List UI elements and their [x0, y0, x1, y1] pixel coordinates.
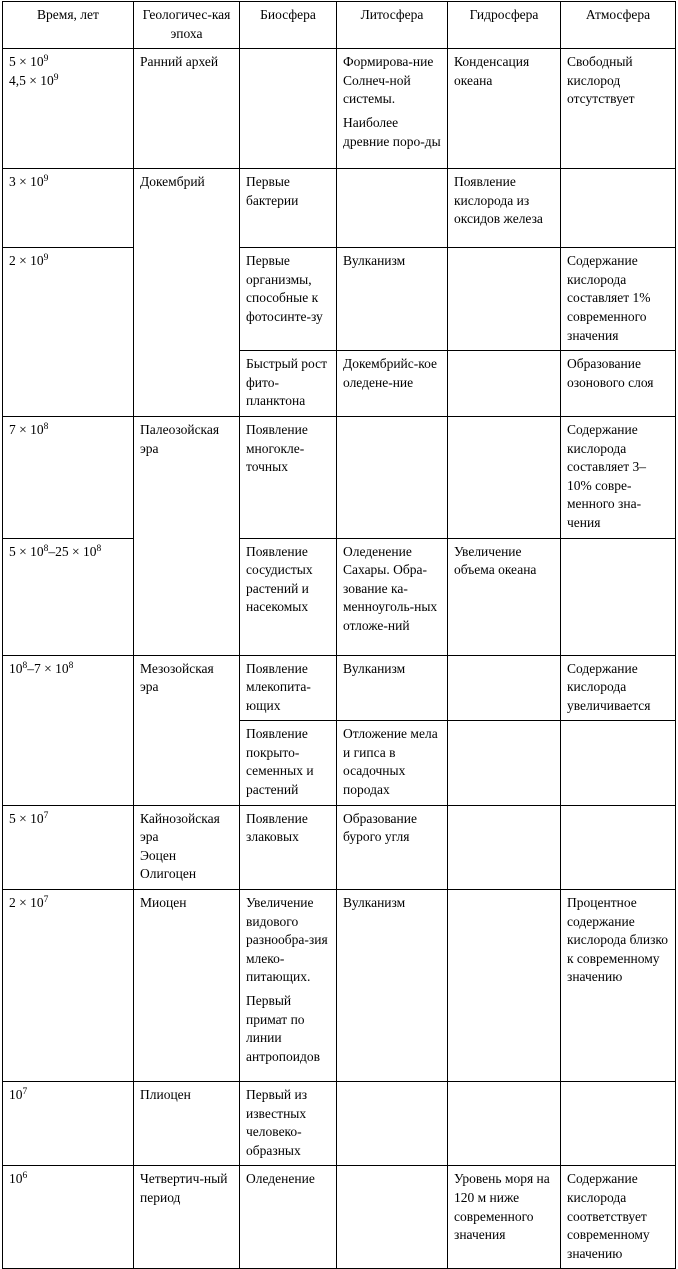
table-row — [3, 538, 676, 655]
epoch-cell: Докембрий — [134, 169, 240, 417]
biosphere-cell: Первый из известных человеко-образных — [240, 1082, 337, 1166]
lithosphere-cell: Вулканизм — [337, 655, 448, 721]
table-row — [3, 1082, 676, 1166]
time-cell: $10^8-7 \times 10^8$ — [3, 655, 134, 805]
epoch-cell: Кайнозойская эра Эоцен Олигоцен — [134, 805, 240, 889]
lithosphere-cell: Оледенение Сахары. Обра-зование ка-менноуголь-ных отложе-ний — [337, 538, 448, 655]
biosphere-cell: Быстрый рост фито-планктона — [240, 351, 337, 417]
lithosphere-cell — [337, 1166, 448, 1269]
biosphere-cell: Появление злаковых — [240, 805, 337, 889]
atmosphere-cell — [561, 538, 676, 655]
hydrosphere-cell — [448, 655, 561, 721]
hydrosphere-cell — [448, 1082, 561, 1166]
lithosphere-cell — [337, 169, 448, 248]
atmosphere-cell — [561, 805, 676, 889]
hydrosphere-cell — [448, 351, 561, 417]
lithosphere-cell: Вулканизм — [337, 248, 448, 351]
epoch-cell: Четвертич-ный период — [134, 1166, 240, 1269]
hydrosphere-cell: Конденсация океана — [448, 49, 561, 169]
hydrosphere-cell — [448, 416, 561, 538]
hydrosphere-cell: Уровень моря на 120 м ниже современного значения — [448, 1166, 561, 1269]
atmosphere-cell: Образование озонового слоя — [561, 351, 676, 417]
time-cell: $2 \times 10^9$ — [3, 248, 134, 417]
biosphere-cell: Первые организмы, способные к фотосинте-зу — [240, 248, 337, 351]
time-cell: $2 \times 10^7$ — [3, 890, 134, 1082]
header-row — [3, 2, 676, 49]
time-cell: $7 \times 10^8$ — [3, 416, 134, 538]
time-cell: $5 \times 10^7$ — [3, 805, 134, 889]
lithosphere-cell: Формирова-ние Солнеч-ной системы. Наиболее древние поро-ды — [337, 49, 448, 169]
table-row — [3, 655, 676, 721]
lithosphere-cell: Вулканизм — [337, 890, 448, 1082]
table-row — [3, 805, 676, 889]
time-cell: $5 \times 10^8-25 \times 10^8$ — [3, 538, 134, 655]
biosphere-cell: Оледенение — [240, 1166, 337, 1269]
lithosphere-cell: Отложение мела и гипса в осадочных породах — [337, 721, 448, 805]
epoch-cell: Мезозойская эра — [134, 655, 240, 805]
time-cell: $5 \times 10^9$ $4,5 \times 10^9$ — [3, 49, 134, 169]
biosphere-cell: Появление покрыто-семенных и растений — [240, 721, 337, 805]
table-row — [3, 169, 676, 248]
time-cell: $3 \times 10^9$ — [3, 169, 134, 248]
header-atmosphere: Атмосфера — [561, 2, 676, 49]
lithosphere-cell: Образование бурого угля — [337, 805, 448, 889]
biosphere-cell: Появление сосудистых растений и насекомых — [240, 538, 337, 655]
atmosphere-cell: Содержание кислорода увеличивается — [561, 655, 676, 721]
table-row — [3, 49, 676, 169]
table-row — [3, 890, 676, 1082]
atmosphere-cell: Свободный кислород отсутствует — [561, 49, 676, 169]
hydrosphere-cell — [448, 248, 561, 351]
header-epoch: Геологичес-кая эпоха — [134, 2, 240, 49]
time-cell: $10^7$ — [3, 1082, 134, 1166]
atmosphere-cell: Содержание кислорода составляет 1% современного значения — [561, 248, 676, 351]
lithosphere-cell: Докембрийс-кое оледене-ние — [337, 351, 448, 417]
header-hydrosphere: Гидросфера — [448, 2, 561, 49]
biosphere-cell — [240, 49, 337, 169]
epoch-cell: Палеозойская эра — [134, 416, 240, 655]
lithosphere-cell — [337, 416, 448, 538]
atmosphere-cell: Содержание кислорода составляет 3–10% совре-менного зна-чения — [561, 416, 676, 538]
table-row — [3, 248, 676, 351]
atmosphere-cell: Содержание кислорода соответствует современному значению — [561, 1166, 676, 1269]
epoch-cell: Ранний архей — [134, 49, 240, 169]
header-biosphere: Биосфера — [240, 2, 337, 49]
hydrosphere-cell: Появление кислорода из оксидов железа — [448, 169, 561, 248]
epoch-cell: Миоцен — [134, 890, 240, 1082]
biosphere-cell: Появление млекопита-ющих — [240, 655, 337, 721]
time-cell: $10^6$ — [3, 1166, 134, 1269]
atmosphere-cell — [561, 169, 676, 248]
table-row — [3, 416, 676, 538]
atmosphere-cell — [561, 1082, 676, 1166]
hydrosphere-cell — [448, 890, 561, 1082]
biosphere-cell: Первые бактерии — [240, 169, 337, 248]
lithosphere-cell — [337, 1082, 448, 1166]
header-time: Время, лет — [3, 2, 134, 49]
biosphere-cell: Увеличение видового разнообра-зия млеко-питающих. Первый примат по линии антропоидов — [240, 890, 337, 1082]
atmosphere-cell — [561, 721, 676, 805]
epoch-cell: Плиоцен — [134, 1082, 240, 1166]
header-lithosphere: Литосфера — [337, 2, 448, 49]
hydrosphere-cell — [448, 805, 561, 889]
hydrosphere-cell — [448, 721, 561, 805]
biosphere-cell: Появление многокле-точных — [240, 416, 337, 538]
atmosphere-cell: Процентное содержание кислорода близко к современному значению — [561, 890, 676, 1082]
hydrosphere-cell: Увеличение объема океана — [448, 538, 561, 655]
geochronology-table — [2, 1, 676, 1269]
table-row — [3, 1166, 676, 1269]
